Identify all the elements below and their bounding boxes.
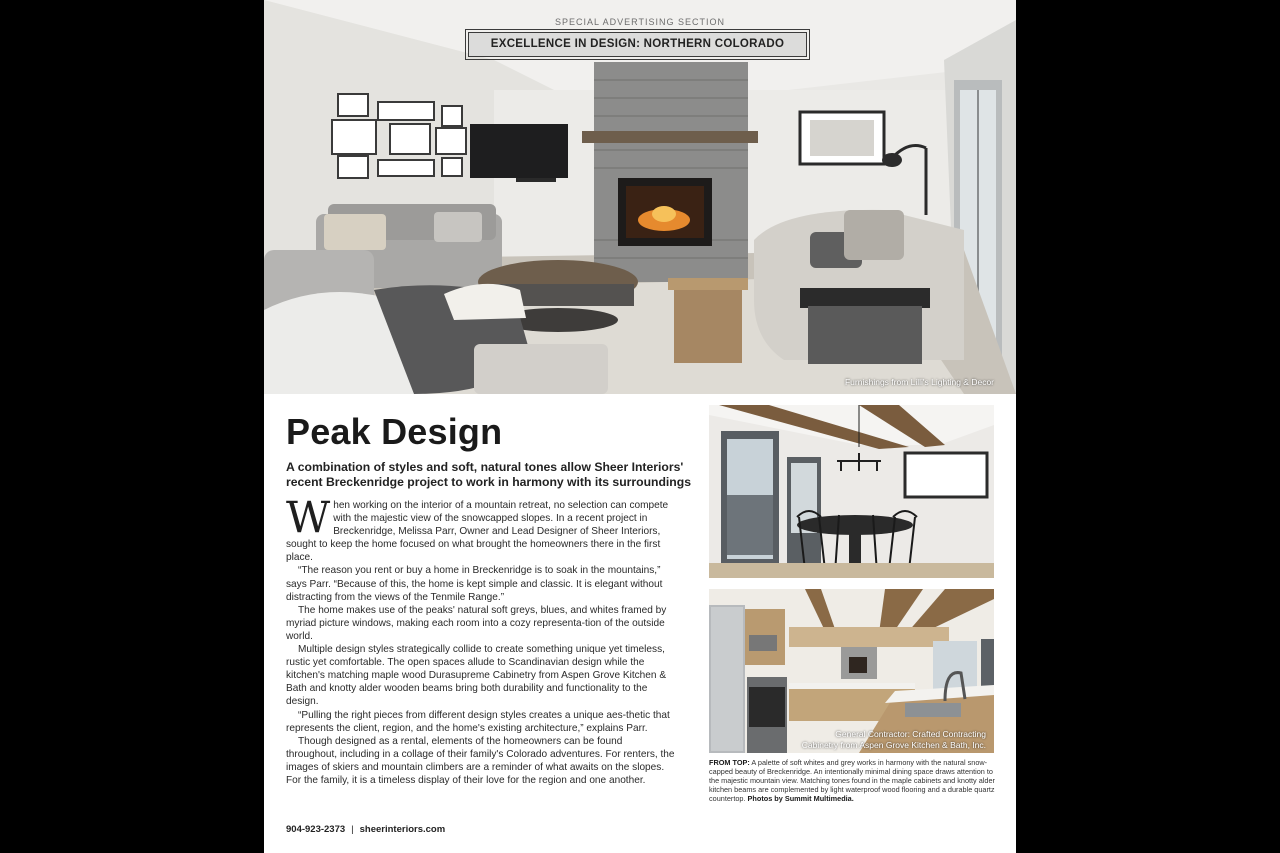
section-banner: EXCELLENCE IN DESIGN: NORTHERN COLORADO bbox=[468, 32, 807, 57]
caption-text: A palette of soft whites and grey works in harmony with the natural snow-capped beauty of Breckenridge. An intentionally minimal dining space draws attention to the majestic mountain view. Matching tones found in the maple cabinets and knotty alder kitchen beams are complemented by light waterproof wood flooring and a durable quartz countertop. bbox=[709, 758, 995, 803]
article-paragraph-3: The home makes use of the peaks' natural soft greys, blues, and whites framed by myriad picture windows, making each room into a cozy representa-tion of the outside world. bbox=[286, 604, 667, 642]
section-kicker: SPECIAL ADVERTISING SECTION bbox=[554, 17, 726, 27]
living-room-illustration bbox=[264, 0, 1016, 394]
kitchen-photo bbox=[709, 589, 994, 753]
article-headline: Peak Design bbox=[286, 411, 503, 452]
hero-photo-credit: Furnishings from Lilli's Lighting & Decor bbox=[844, 377, 994, 387]
kitchen-credit-line1: General Contractor: Crafted Contracting bbox=[835, 729, 986, 739]
drop-cap: W bbox=[286, 493, 331, 543]
caption-label: FROM TOP: bbox=[709, 758, 750, 767]
kitchen-credit-line2: Cabinetry from Aspen Grove Kitchen & Bath, Inc. bbox=[801, 740, 986, 750]
footer-contact bbox=[286, 824, 445, 835]
living-room-photo bbox=[264, 0, 1016, 394]
footer-separator: | bbox=[351, 824, 354, 835]
article-paragraph-4: Multiple design styles strategically collide to create something unique yet timeless, rustic yet comfortable. The open spaces allude to Scandinavian design while the kitchen's matching maple wood Durasupreme Cabinetry from Aspen Grove Kitchen & Bath and knotty alder wooden beams bring both durability and functionality to the design. bbox=[286, 644, 667, 708]
dining-room-photo bbox=[709, 405, 994, 578]
caption-photo-credit: Photos by Summit Multimedia. bbox=[747, 793, 854, 803]
article-paragraph-2: “The reason you rent or buy a home in Breckenridge is to soak in the mountains,” says Parr. “Because of this, the home is kept simple and classic. It is elegant without distracting from the views of the Tenmile Range.” bbox=[286, 565, 663, 603]
article-body bbox=[286, 493, 676, 787]
footer-phone: 904-923-2373 bbox=[286, 824, 346, 835]
dining-room-illustration bbox=[709, 405, 994, 578]
article-deck: A combination of styles and soft, natural tones allow Sheer Interiors' recent Breckenridge project to work in harmony with its surroundings bbox=[286, 460, 691, 489]
magazine-page bbox=[264, 0, 1016, 853]
article-paragraph-6: Though designed as a rental, elements of the homeowners can be found throughout, including in a collage of their family's Colorado adventures. For renters, the images of skiers and mountain climbers are a reminder of what awaits on the slopes. For the family, it is a timeless display of their love for the region and one another. bbox=[286, 735, 675, 786]
article-paragraph-5: “Pulling the right pieces from different design styles creates a unique aes-thetic that represents the client, region, and the home's existing architecture,” explains Parr. bbox=[286, 709, 670, 734]
photo-caption bbox=[709, 759, 997, 804]
paragraph-1-text: hen working on the interior of a mountain retreat, no selection can compete with the majestic view of the snowcapped slopes. In a recent project in Breckenridge, Melissa Parr, Owner and Lead Designer of Sheer Interiors, sought to keep the home focused on what brought the homeowners there in the first place. bbox=[286, 500, 669, 564]
footer-website-link[interactable]: sheerinteriors.com bbox=[359, 824, 446, 835]
article-paragraph-1 bbox=[286, 493, 676, 564]
